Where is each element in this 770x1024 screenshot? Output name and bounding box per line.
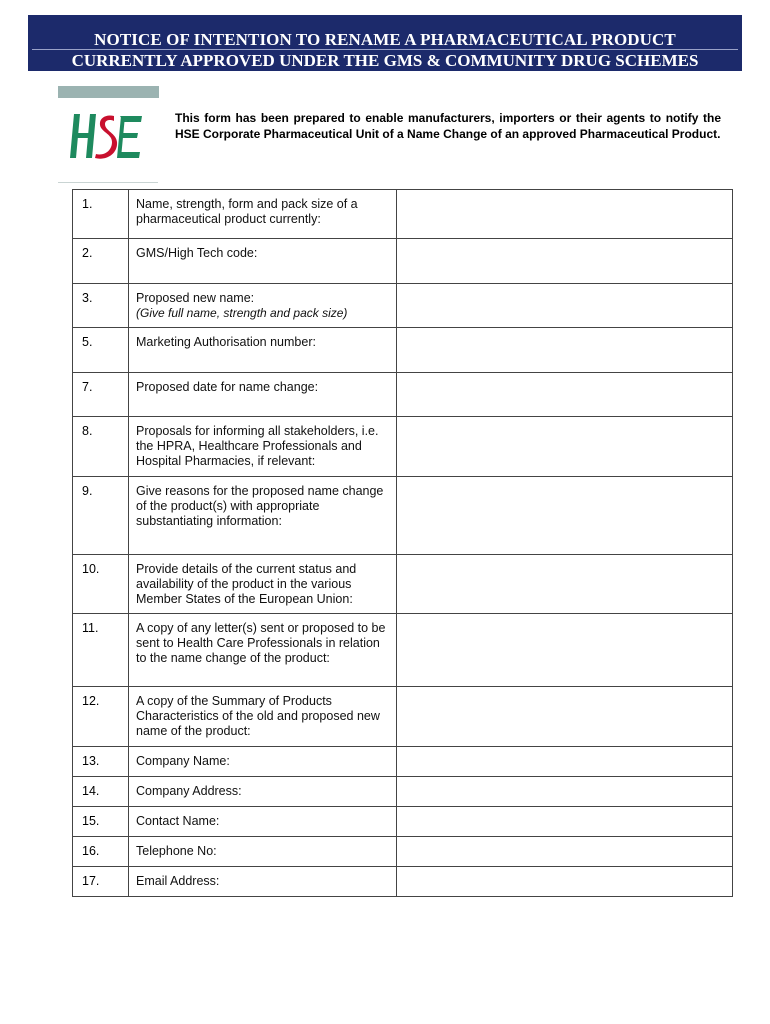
row-number: 3. [73, 284, 129, 328]
row-number: 10. [73, 555, 129, 614]
row-label-text: Provide details of the current status and availability of the product in the various Member States of the European Union: [136, 562, 357, 606]
row-number: 16. [73, 837, 129, 867]
row-label-text: GMS/High Tech code: [136, 246, 258, 260]
row-label [129, 867, 397, 897]
row-label-text: Marketing Authorisation number: [136, 335, 316, 349]
form-row [73, 867, 733, 897]
row-label [129, 417, 397, 477]
row-label-text: Name, strength, form and pack size of a pharmaceutical product currently: [136, 197, 358, 226]
row-number: 11. [73, 614, 129, 687]
row-label [129, 614, 397, 687]
answer-field[interactable] [397, 417, 733, 477]
row-number: 1. [73, 190, 129, 239]
answer-field[interactable] [397, 477, 733, 555]
row-label [129, 477, 397, 555]
form-row [73, 777, 733, 807]
row-label [129, 687, 397, 747]
form-row [73, 477, 733, 555]
intro-text: This form has been prepared to enable manufacturers, importers or their agents to notify the HSE Corporate Pharmaceutical Unit of a Name Change of an approved Pharmaceutical Product. [175, 111, 721, 141]
form-row [73, 190, 733, 239]
answer-field[interactable] [397, 837, 733, 867]
row-number: 13. [73, 747, 129, 777]
form-row [73, 239, 733, 284]
row-label-text: Proposed date for name change: [136, 380, 319, 394]
logo-base-line [58, 182, 158, 183]
row-label-text: Company Name: [136, 754, 230, 768]
title-banner [28, 15, 742, 71]
row-label-text: Telephone No: [136, 844, 217, 858]
row-number: 8. [73, 417, 129, 477]
row-number: 2. [73, 239, 129, 284]
row-number: 15. [73, 807, 129, 837]
row-label-text: Contact Name: [136, 814, 220, 828]
answer-field[interactable] [397, 190, 733, 239]
rename-form-table [72, 189, 733, 897]
row-number: 12. [73, 687, 129, 747]
row-label [129, 328, 397, 373]
row-number: 17. [73, 867, 129, 897]
answer-field[interactable] [397, 614, 733, 687]
row-label [129, 837, 397, 867]
form-row [73, 807, 733, 837]
logo-top-bar [58, 86, 159, 98]
form-row [73, 284, 733, 328]
form-row [73, 687, 733, 747]
answer-field[interactable] [397, 777, 733, 807]
title-line-2: CURRENTLY APPROVED UNDER THE GMS & COMMUNITY DRUG SCHEMES [71, 51, 699, 70]
form-row [73, 837, 733, 867]
answer-field[interactable] [397, 328, 733, 373]
row-label-text: A copy of the Summary of Products Characteristics of the old and proposed new name of the product: [136, 694, 380, 738]
form-row [73, 328, 733, 373]
row-label [129, 190, 397, 239]
row-number: 5. [73, 328, 129, 373]
row-number: 7. [73, 373, 129, 417]
answer-field[interactable] [397, 284, 733, 328]
row-hint: (Give full name, strength and pack size) [136, 306, 348, 320]
row-label-text: Proposals for informing all stakeholders, i.e. the HPRA, Healthcare Professionals and Hospital Pharmacies, if relevant: [136, 424, 379, 468]
row-label [129, 555, 397, 614]
form-row [73, 373, 733, 417]
row-label-text: Company Address: [136, 784, 242, 798]
form-row [73, 747, 733, 777]
row-label-text: Give reasons for the proposed name change of the product(s) with appropriate substantiating information: [136, 484, 384, 528]
row-number: 9. [73, 477, 129, 555]
answer-field[interactable] [397, 239, 733, 284]
row-label [129, 373, 397, 417]
answer-field[interactable] [397, 747, 733, 777]
row-label [129, 239, 397, 284]
form-row [73, 614, 733, 687]
row-label-text: Proposed new name: [136, 291, 255, 305]
row-label [129, 807, 397, 837]
title-line-1: NOTICE OF INTENTION TO RENAME A PHARMACEUTICAL PRODUCT [94, 30, 676, 49]
answer-field[interactable] [397, 555, 733, 614]
hse-logo [58, 86, 160, 183]
form-row [73, 555, 733, 614]
hse-logo-icon [68, 112, 144, 160]
row-label [129, 284, 397, 328]
answer-field[interactable] [397, 373, 733, 417]
title-divider [32, 49, 738, 50]
row-label [129, 747, 397, 777]
answer-field[interactable] [397, 807, 733, 837]
row-number: 14. [73, 777, 129, 807]
answer-field[interactable] [397, 687, 733, 747]
row-label [129, 777, 397, 807]
answer-field[interactable] [397, 867, 733, 897]
row-label-text: A copy of any letter(s) sent or proposed to be sent to Health Care Professionals in relation to the name change of the product: [136, 621, 386, 665]
form-row [73, 417, 733, 477]
row-label-text: Email Address: [136, 874, 220, 888]
